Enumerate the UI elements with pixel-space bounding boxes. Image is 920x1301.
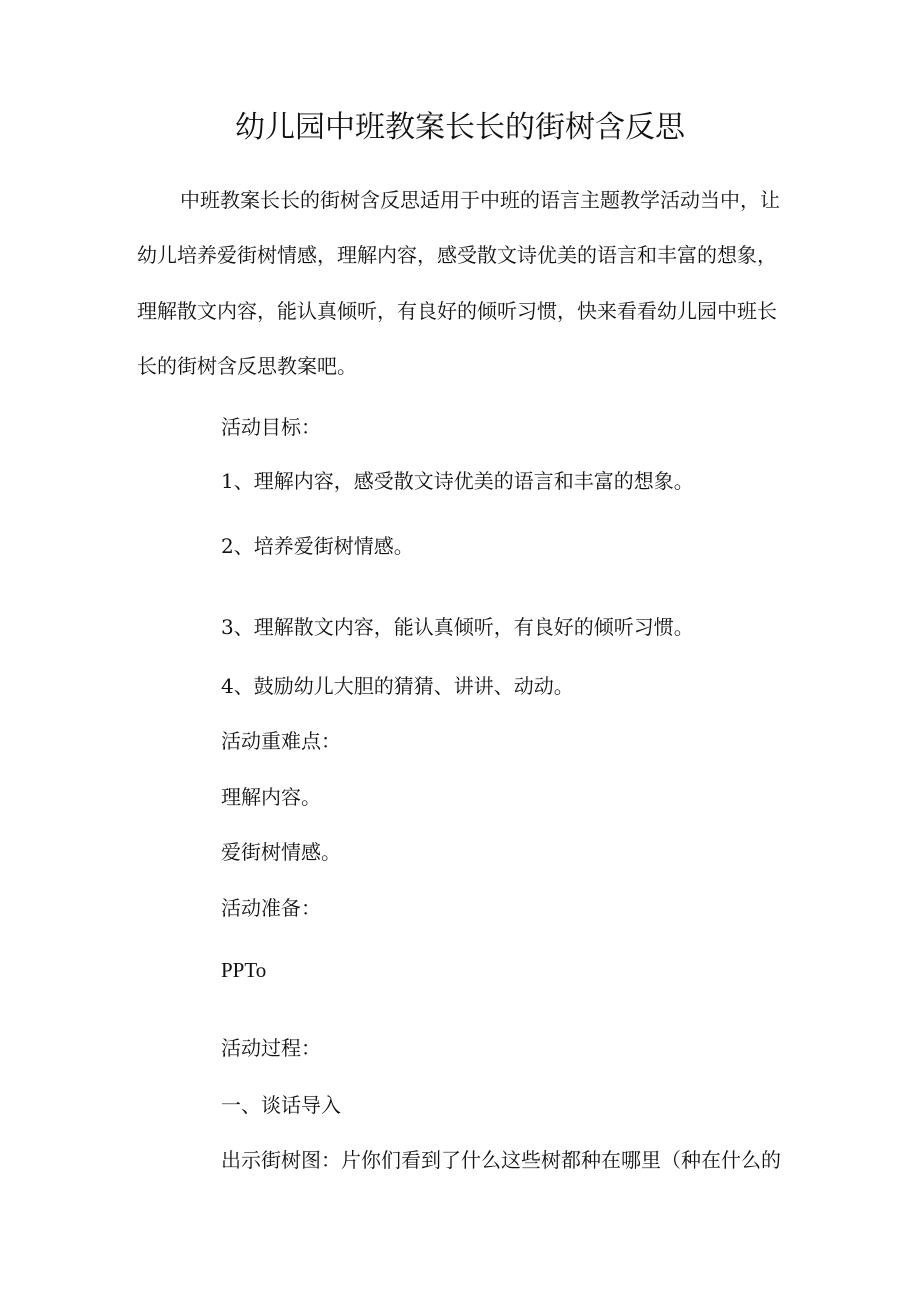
intro-line: 幼儿培养爱街树情感，理解内容，感受散文诗优美的语言和丰富的想象， (137, 243, 777, 267)
goal-item: 3、理解散文内容，能认真倾听，有良好的倾听习惯。 (221, 615, 694, 639)
process-step-heading: 一、谈话导入 (221, 1093, 341, 1117)
section-heading-process: 活动过程： (221, 1036, 321, 1060)
document-title: 幼儿园中班教案长长的街树含反思 (235, 110, 685, 145)
key-point: 爱街树情感。 (221, 840, 341, 864)
key-point: 理解内容。 (221, 785, 321, 809)
section-heading-preparation: 活动准备： (221, 896, 321, 920)
intro-line: 中班教案长长的街树含反思适用于中班的语言主题教学活动当中，让 (180, 188, 780, 212)
goal-item: 4、鼓励幼儿大胆的猜猜、讲讲、动动。 (221, 674, 574, 698)
section-heading-goals: 活动目标： (221, 415, 321, 439)
goal-item: 2、培养爱街树情感。 (221, 534, 414, 558)
goal-item: 1、理解内容，感受散文诗优美的语言和丰富的想象。 (221, 469, 694, 493)
section-heading-key-points: 活动重难点： (221, 729, 341, 753)
intro-line: 理解散文内容，能认真倾听，有良好的倾听习惯，快来看看幼儿园中班长 (137, 299, 777, 323)
preparation-item: PPTo (221, 958, 267, 982)
process-text: 出示街树图：片你们看到了什么这些树都种在哪里（种在什么的 (221, 1148, 781, 1172)
intro-line: 长的街树含反思教案吧。 (137, 354, 357, 378)
